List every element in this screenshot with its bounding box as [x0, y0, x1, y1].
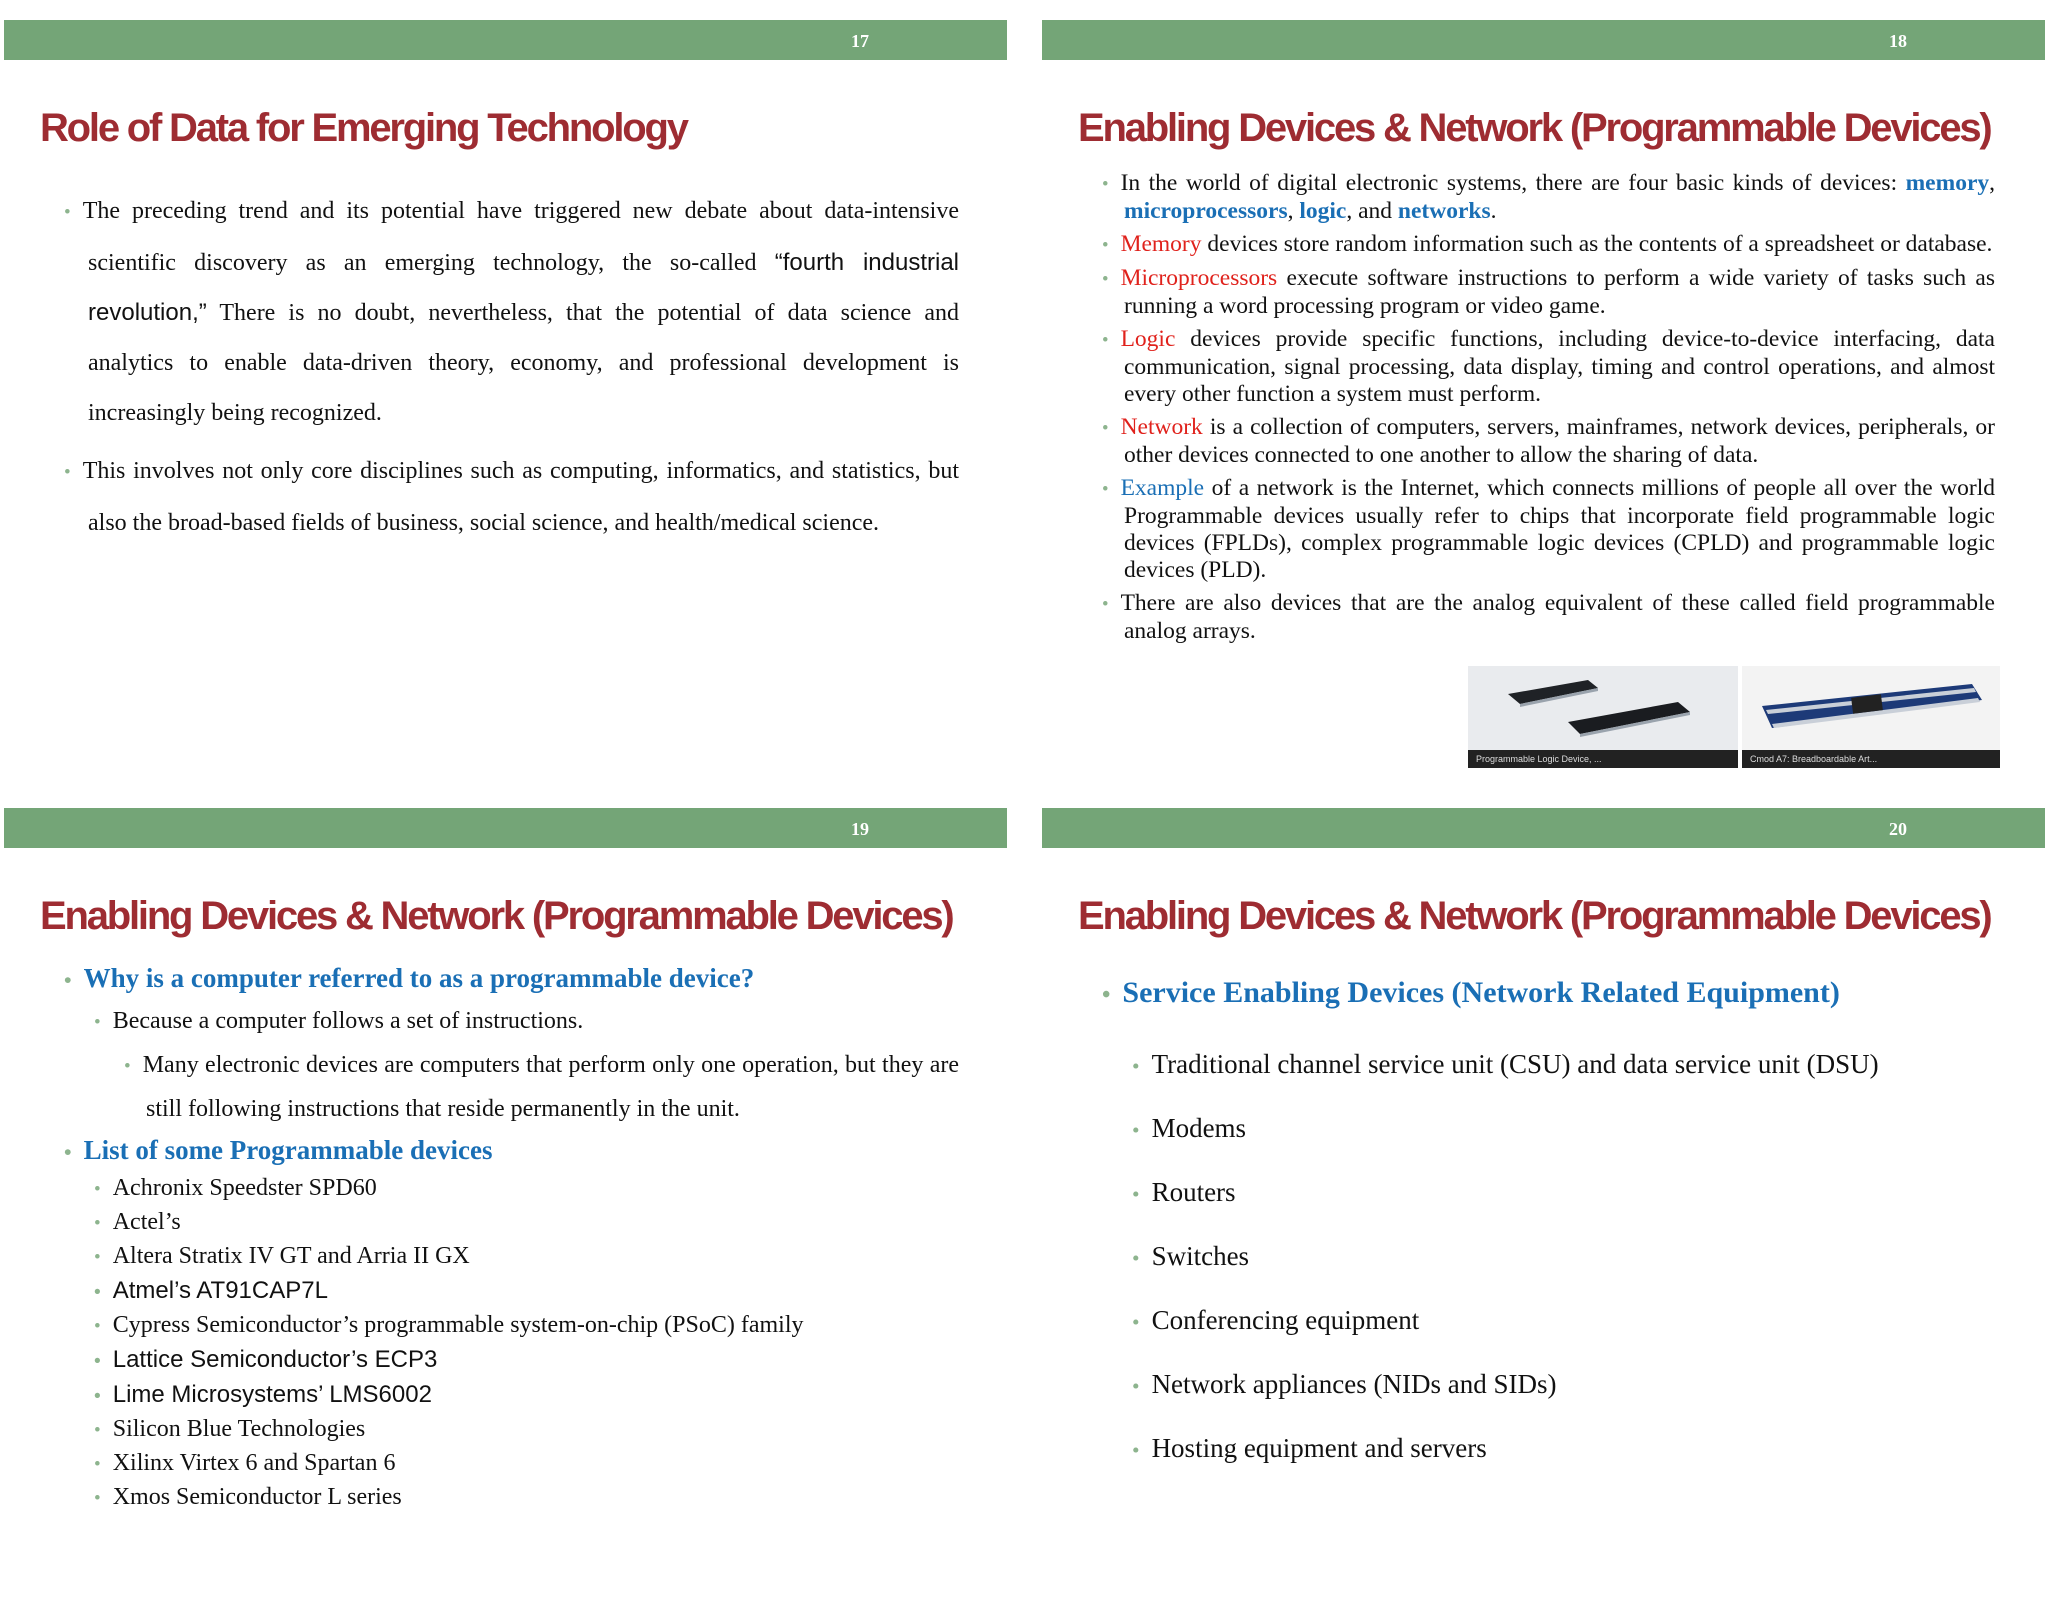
- bullet-paragraph: • This involves not only core disciplines such as computing, informatics, and statistics, but also the broad-based fields of business, social science, and health/medical science.: [64, 458, 959, 536]
- device-list: [64, 1172, 959, 1515]
- list-item: • Lattice Semiconductor’s ECP3: [94, 1346, 438, 1373]
- bullet-icon: •: [64, 202, 71, 223]
- slide-body: [64, 958, 959, 1515]
- bullet-network: • Network is a collection of computers, servers, mainframes, network devices, peripherals, or other devices connected to one another to allow the sharing of data.: [1102, 414, 1995, 468]
- equipment-list: [1102, 1033, 2002, 1481]
- bullet-microprocessors: • Microprocessors execute software instructions to perform a wide variety of tasks such as running a word processing program or video game.: [1102, 265, 1995, 319]
- list-item: • Traditional channel service unit (CSU) and data service unit (DSU): [1132, 1049, 1879, 1079]
- bullet-example: • Example of a network is the Internet, which connects millions of people all over the world Programmable devices usually refer to chips that incorporate field programmable logic devices (FPLDs), complex programmable logic devices (CPLD) and programmable logic devices (PLD).: [1102, 475, 1995, 583]
- bullet-logic: • Logic devices provide specific functions, including device-to-device interfacing, data communication, signal processing, data display, timing and control operations, and almost every other function a system must perform.: [1102, 326, 1995, 407]
- bullet-icon: •: [1102, 479, 1109, 500]
- list-item: • Switches: [1132, 1241, 1250, 1271]
- slide-number: 18: [1889, 31, 1907, 51]
- slide-body: [64, 186, 959, 556]
- list-item: • Conferencing equipment: [1132, 1305, 1420, 1335]
- slide-title: Enabling Devices & Network (Programmable Devices): [1078, 894, 1991, 938]
- slide-header-bar: [1042, 808, 2045, 848]
- bullet-icon: •: [64, 462, 71, 483]
- slide-header-bar: [4, 20, 1007, 60]
- list-item: • Routers: [1132, 1177, 1236, 1207]
- bullet-icon: •: [94, 1012, 101, 1033]
- list-item: • Silicon Blue Technologies: [94, 1416, 366, 1442]
- list-item: • Xilinx Virtex 6 and Spartan 6: [94, 1450, 396, 1476]
- slide-header-bar: [1042, 20, 2045, 60]
- list-item: • Cypress Semiconductor’s programmable system-on-chip (PSoC) family: [94, 1312, 804, 1338]
- bullet-icon: •: [1102, 982, 1111, 1008]
- section-heading: • Service Enabling Devices (Network Related Equipment): [1102, 976, 1840, 1009]
- bullet-icon: •: [64, 968, 72, 992]
- list-item: • Altera Stratix IV GT and Arria II GX: [94, 1243, 470, 1269]
- list-item: • Actel’s: [94, 1209, 181, 1235]
- slide-19: [4, 808, 1007, 1598]
- bullet-icon: •: [1102, 174, 1109, 195]
- bullet-icon: •: [64, 1140, 72, 1164]
- bullet-icon: •: [1102, 594, 1109, 615]
- bullet-analog: • There are also devices that are the analog equivalent of these called field programmable analog arrays.: [1102, 590, 1995, 644]
- slide-18: [1042, 20, 2045, 810]
- slide-20: [1042, 808, 2045, 1598]
- list-item: • Xmos Semiconductor L series: [94, 1484, 402, 1510]
- list-item: • Many electronic devices are computers that perform only one operation, but they are still following instructions that reside permanently in the unit.: [124, 1052, 959, 1122]
- list-item: • Modems: [1132, 1113, 1247, 1143]
- slide-body: [1102, 170, 1995, 651]
- bullet-icon: •: [1102, 235, 1109, 256]
- bullet-icon: •: [124, 1056, 131, 1077]
- list-item: • Achronix Speedster SPD60: [94, 1175, 377, 1201]
- slide-number: 17: [851, 31, 869, 51]
- list-item: • Atmel’s AT91CAP7L: [94, 1277, 328, 1304]
- pld-chip-image: [1468, 666, 1738, 750]
- bullet-intro: • In the world of digital electronic systems, there are four basic kinds of devices: memory, microprocessors, logic, and networks.: [1102, 170, 1995, 224]
- pld-chip-photo: [1468, 666, 1738, 768]
- slide-title: Enabling Devices & Network (Programmable Devices): [1078, 106, 1991, 150]
- bullet-icon: •: [1102, 330, 1109, 351]
- slide-number: 19: [851, 819, 869, 839]
- list-item: • Hosting equipment and servers: [1132, 1433, 1487, 1463]
- list-item: • Network appliances (NIDs and SIDs): [1132, 1369, 1557, 1399]
- list-heading: • List of some Programmable devices: [64, 1135, 493, 1165]
- question-heading: • Why is a computer referred to as a programmable device?: [64, 963, 755, 993]
- list-item: • Because a computer follows a set of instructions.: [94, 1008, 584, 1034]
- slide-title: Role of Data for Emerging Technology: [40, 106, 687, 150]
- slide-number: 20: [1889, 819, 1907, 839]
- photo-caption: Programmable Logic Device, ...: [1468, 750, 1738, 768]
- cmod-board-photo: [1742, 666, 2000, 768]
- photo-caption: Cmod A7: Breadboardable Art...: [1742, 750, 2000, 768]
- slide-body: [1102, 973, 2002, 1481]
- slide-title: Enabling Devices & Network (Programmable Devices): [40, 894, 953, 938]
- list-item: • Lime Microsystems’ LMS6002: [94, 1381, 432, 1408]
- bullet-icon: •: [1102, 269, 1109, 290]
- cmod-board-image: [1742, 666, 2000, 750]
- bullet-icon: •: [1102, 418, 1109, 439]
- slide-header-bar: [4, 808, 1007, 848]
- answer-list: [64, 1000, 959, 1130]
- bullet-memory: • Memory devices store random information such as the contents of a spreadsheet or database.: [1102, 231, 1993, 257]
- bullet-paragraph: • The preceding trend and its potential have triggered new debate about data-intensive scientific discovery as an emerging technology, the so-called “fourth industrial revolution,” There is no doubt, nevertheless, that the potential of data science and analytics to enable data-driven theory, economy, and professional development is increasingly being recognized.: [64, 198, 960, 426]
- slide-17: [4, 20, 1007, 810]
